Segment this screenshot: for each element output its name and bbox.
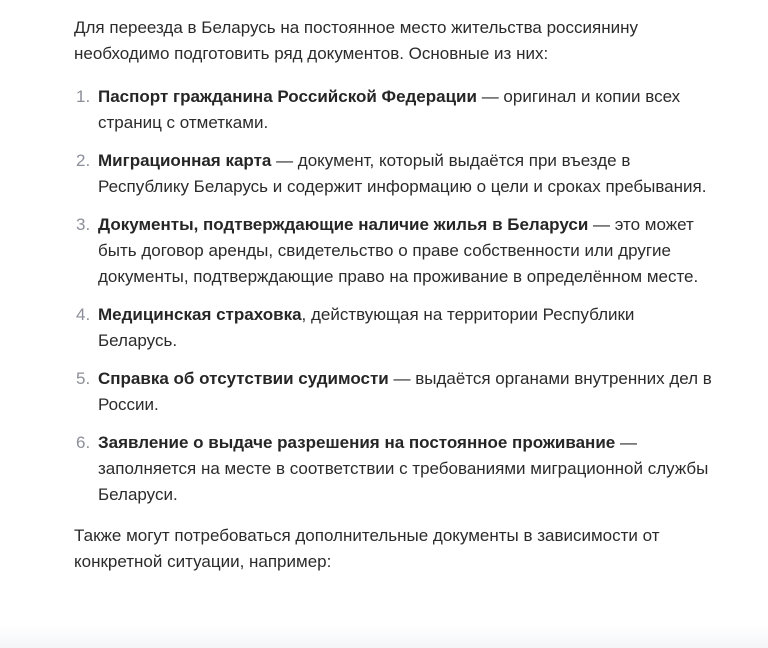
list-item-number: 3. (76, 215, 91, 234)
answer-content (74, 15, 714, 575)
list-item-number: 4. (76, 305, 91, 324)
list-item-description: , действующая на территории Республики Беларусь. (98, 305, 635, 350)
list-item-title: Паспорт гражданина Российской Федерации (98, 87, 477, 106)
list-item-description: — выдаётся органами внутренних дел в России. (98, 369, 712, 414)
list-item (74, 212, 714, 290)
list-item-number: 2. (76, 151, 91, 170)
list-item-title: Документы, подтверждающие наличие жилья в Беларуси (98, 215, 589, 234)
list-item-title: Справка об отсутствии судимости (98, 369, 389, 388)
list-item (74, 302, 714, 354)
outro-paragraph: Также могут потребоваться дополнительные документы в зависимости от конкретной ситуации, например: (74, 526, 660, 571)
list-item-number: 1. (76, 87, 91, 106)
list-item-description: — заполняется на месте в соответствии с требованиями миграционной службы Беларуси. (98, 433, 709, 504)
list-item-description: — документ, который выдаётся при въезде в Республику Беларусь и содержит информацию о цели и сроках пребывания. (98, 151, 707, 196)
list-item (74, 84, 714, 136)
list-item-title: Медицинская страховка (98, 305, 302, 324)
list-item-description: — оригинал и копии всех страниц с отметками. (98, 87, 681, 132)
documents-list (74, 84, 714, 508)
list-item (74, 366, 714, 418)
list-item-title: Миграционная карта (98, 151, 272, 170)
list-item-title: Заявление о выдаче разрешения на постоянное проживание (98, 433, 616, 452)
list-item (74, 430, 714, 508)
list-item-description: — это может быть договор аренды, свидетельство о праве собственности или другие документы, подтверждающие право на проживание в определённом месте. (98, 215, 699, 286)
bottom-fade (0, 626, 768, 648)
list-item (74, 148, 714, 200)
list-item-number: 5. (76, 369, 91, 388)
list-item-number: 6. (76, 433, 91, 452)
intro-paragraph: Для переезда в Беларусь на постоянное место жительства россиянину необходимо подготовить ряд документов. Основные из них: (74, 18, 638, 63)
